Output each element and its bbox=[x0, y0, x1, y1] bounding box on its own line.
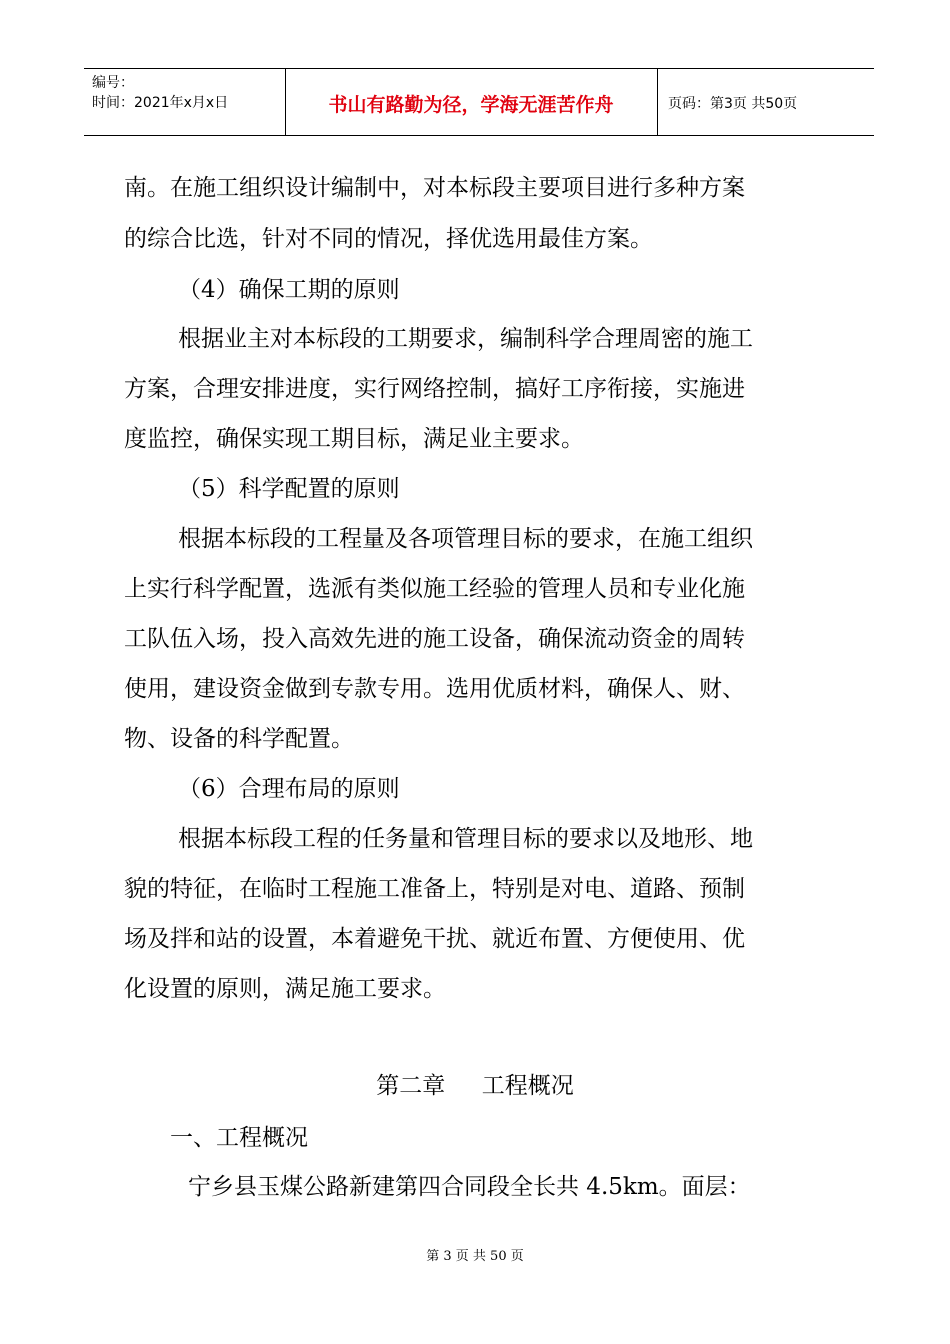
paragraph-line: 南。在施工组织设计编制中，对本标段主要项目进行多种方案 bbox=[124, 175, 745, 201]
subheading-reasonable-layout: （6）合理布局的原则 bbox=[178, 776, 400, 802]
header-number-label: 编号： bbox=[92, 75, 134, 91]
paragraph-line: 上实行科学配置，选派有类似施工经验的管理人员和专业化施 bbox=[124, 576, 745, 602]
header-motto: 书山有路勤为径，学海无涯苦作舟 bbox=[328, 94, 614, 116]
page-footer: 第 3 页 共 50 页 bbox=[426, 1249, 524, 1264]
section-heading: 一、工程概况 bbox=[170, 1125, 308, 1151]
paragraph-line: 宁乡县玉煤公路新建第四合同段全长共 4.5km。面层： bbox=[188, 1174, 751, 1200]
header-time-label: 时间：2021年x月x日 bbox=[92, 95, 229, 111]
header-page-info: 页码：第3页 共50页 bbox=[668, 96, 798, 112]
paragraph-line: 根据本标段工程的任务量和管理目标的要求以及地形、地 bbox=[178, 826, 753, 852]
paragraph-line: 貌的特征，在临时工程施工准备上，特别是对电、道路、预制 bbox=[124, 876, 745, 902]
paragraph-line: 工队伍入场，投入高效先进的施工设备，确保流动资金的周转 bbox=[124, 626, 745, 652]
paragraph-line: 化设置的原则，满足施工要求。 bbox=[124, 976, 446, 1002]
chapter-title: 第二章 工程概况 bbox=[376, 1073, 574, 1099]
paragraph-line: 物、设备的科学配置。 bbox=[124, 726, 354, 752]
paragraph-line: 根据本标段的工程量及各项管理目标的要求，在施工组织 bbox=[178, 526, 753, 552]
paragraph-line: 根据业主对本标段的工期要求，编制科学合理周密的施工 bbox=[178, 326, 753, 352]
page-header bbox=[84, 68, 874, 136]
paragraph-line: 方案，合理安排进度，实行网络控制，搞好工序衔接，实施进 bbox=[124, 376, 745, 402]
subheading-scientific-allocation: （5）科学配置的原则 bbox=[178, 476, 400, 502]
paragraph-line: 的综合比选，针对不同的情况，择优选用最佳方案。 bbox=[124, 226, 653, 252]
paragraph-line: 使用，建设资金做到专款专用。选用优质材料，确保人、财、 bbox=[124, 676, 745, 702]
paragraph-line: 场及拌和站的设置，本着避免干扰、就近布置、方便使用、优 bbox=[124, 926, 745, 952]
paragraph-line: 度监控，确保实现工期目标，满足业主要求。 bbox=[124, 426, 584, 452]
header-divider-right bbox=[657, 69, 658, 135]
subheading-construction-period: （4）确保工期的原则 bbox=[178, 277, 400, 303]
header-meta bbox=[92, 73, 228, 113]
